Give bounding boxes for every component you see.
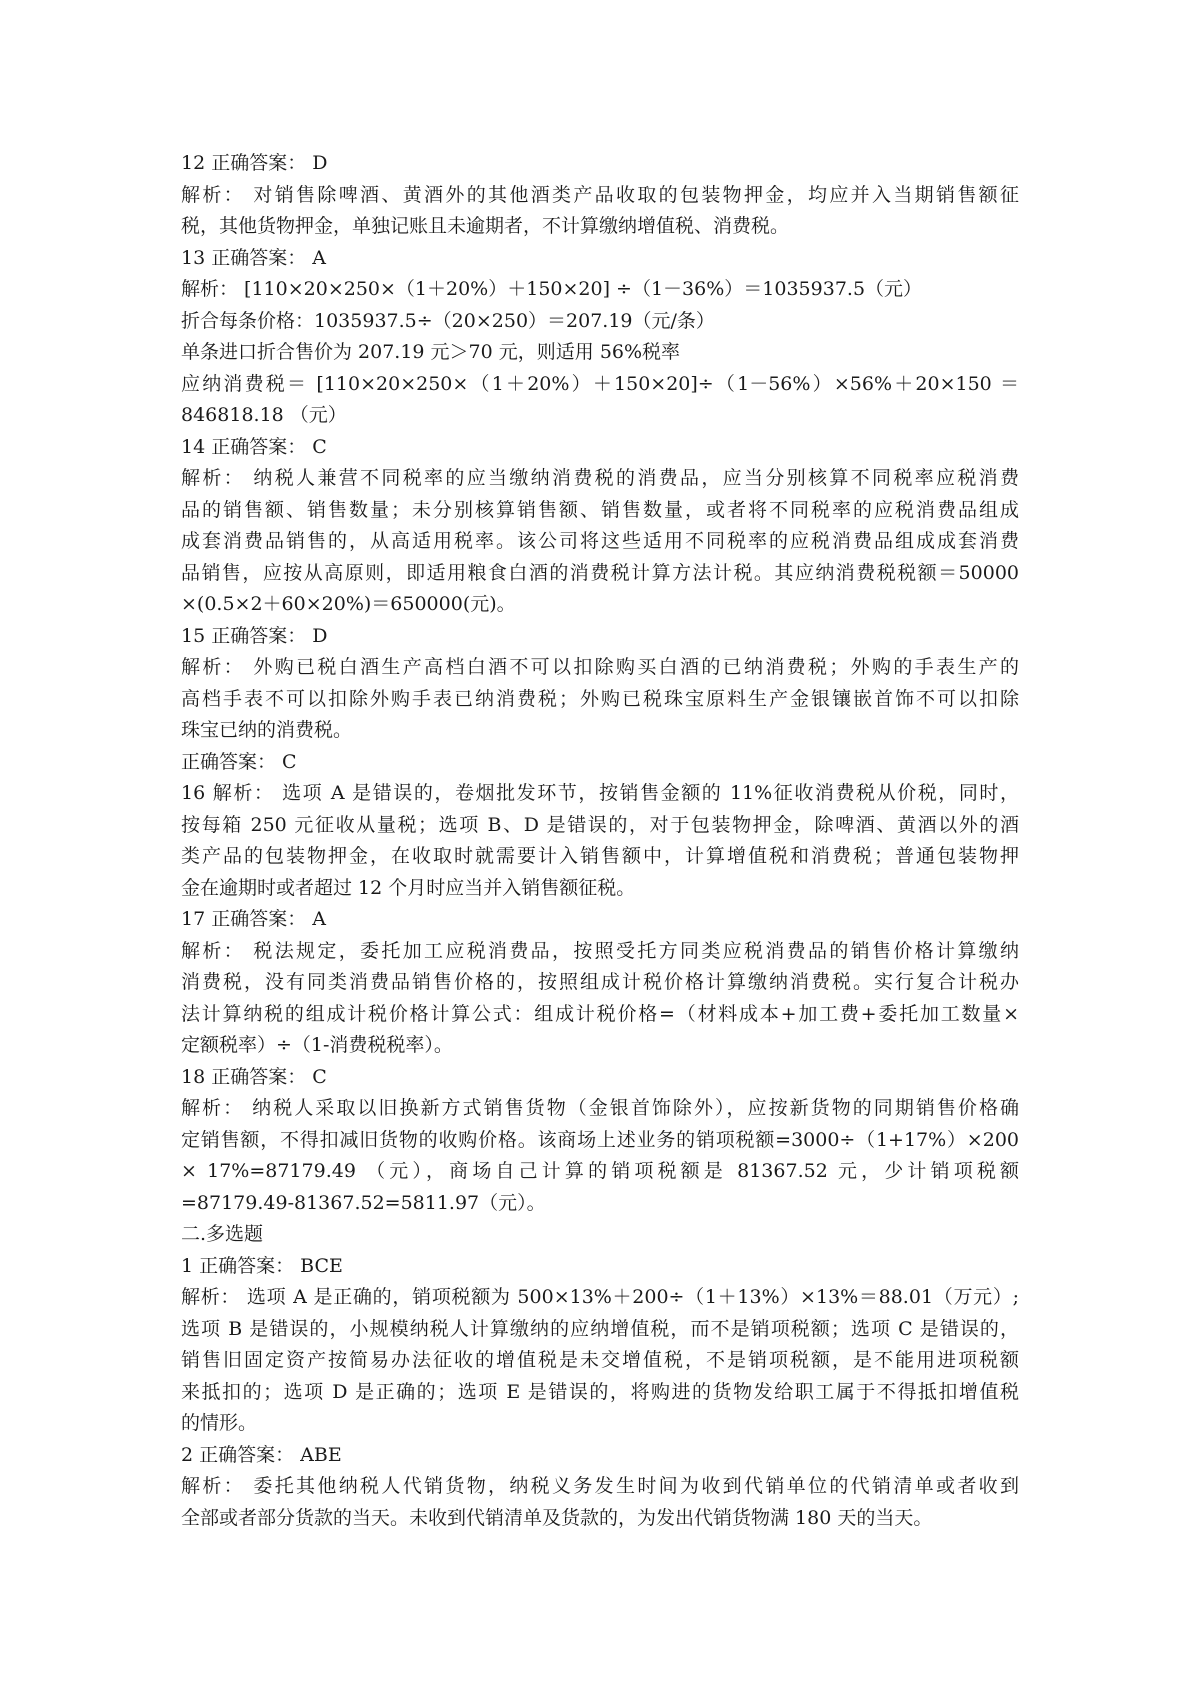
explanation-line: 珠宝已纳的消费税。 xyxy=(181,719,353,741)
answer-heading: 2 正确答案： ABE xyxy=(181,1443,342,1466)
explanation-line: 品销售，应按从高原则，即适用粮食白酒的消费税计算方法计税。其应纳消费税税额＝50000 xyxy=(181,561,1019,584)
explanation-line: 解析： 外购已税白酒生产高档白酒不可以扣除购买白酒的已纳消费税；外购的手表生产的 xyxy=(181,656,1019,678)
explanation-line: 品的销售额、销售数量；未分别核算销售额、销售数量，或者将不同税率的应税消费品组成 xyxy=(181,498,1019,521)
explanation-line: =87179.49-81367.52=5811.97（元）。 xyxy=(181,1191,546,1214)
explanation-line: 定销售额，不得扣减旧货物的收购价格。该商场上述业务的销项税额=3000÷（1+17%）×200 xyxy=(181,1128,1019,1151)
answer-heading: 12 正确答案： D xyxy=(181,152,328,174)
explanation-line: 按每箱 250 元征收从量税；选项 B、D 是错误的，对于包装物押金，除啤酒、黄酒以外的酒 xyxy=(181,813,1019,836)
explanation-line: 应纳消费税＝ [110×20×250×（1＋20%）＋150×20]÷（1－56%）×56%＋20×150 ＝ xyxy=(181,372,1019,395)
explanation-line: 高档手表不可以扣除外购手表已纳消费税；外购已税珠宝原料生产金银镶嵌首饰不可以扣除 xyxy=(181,687,1019,710)
explanation-line: ×(0.5×2＋60×20%)＝650000(元)。 xyxy=(181,593,516,615)
explanation-line: 解析： 纳税人采取以旧换新方式销售货物（金银首饰除外），应按新货物的同期销售价格确 xyxy=(181,1097,1019,1119)
explanation-line: 解析： 选项 A 是正确的，销项税额为 500×13%＋200÷（1＋13%）×13%＝88.01（万元）; xyxy=(181,1286,1019,1308)
explanation-line: × 17%=87179.49 （元），商场自己计算的销项税额是 81367.52 元，少计销项税额 xyxy=(181,1160,1019,1182)
answer-heading: 14 正确答案： C xyxy=(181,435,327,458)
section-heading: 二.多选题 xyxy=(181,1223,264,1245)
explanation-line: 单条进口折合售价为 207.19 元＞70 元，则适用 56%税率 xyxy=(181,341,681,363)
answer-heading: 正确答案： C xyxy=(181,750,297,773)
explanation-line: 金在逾期时或者超过 12 个月时应当并入销售额征税。 xyxy=(181,876,636,899)
explanation-line: 解析： 税法规定，委托加工应税消费品，按照受托方同类应税消费品的销售价格计算缴纳 xyxy=(181,939,1019,962)
explanation-line: 846818.18 （元） xyxy=(181,404,347,426)
explanation-line: 定额税率）÷（1-消费税税率）。 xyxy=(181,1034,453,1056)
explanation-line: 类产品的包装物押金，在收取时就需要计入销售额中，计算增值税和消费税；普通包装物押 xyxy=(181,845,1019,867)
answer-heading: 13 正确答案： A xyxy=(181,246,326,269)
explanation-line: 16 解析： 选项 A 是错误的，卷烟批发环节，按销售金额的 11%征收消费税从价税，同时， xyxy=(181,782,1019,804)
explanation-line: 解析： [110×20×250×（1＋20%）＋150×20] ÷（1－36%）＝1035937.5（元） xyxy=(181,278,923,300)
explanation-line: 全部或者部分货款的当天。未收到代销清单及货款的，为发出代销货物满 180 天的当天。 xyxy=(181,1506,933,1529)
explanation-line: 来抵扣的；选项 D 是正确的；选项 E 是错误的，将购进的货物发给职工属于不得抵扣增值税 xyxy=(181,1380,1019,1403)
explanation-line: 的情形。 xyxy=(181,1412,258,1434)
explanation-line: 解析： 对销售除啤酒、黄酒外的其他酒类产品收取的包装物押金，均应并入当期销售额征 xyxy=(181,183,1019,206)
document-body xyxy=(181,148,1019,1534)
answer-heading: 17 正确答案： A xyxy=(181,908,326,930)
explanation-line: 法计算纳税的组成计税价格计算公式：组成计税价格=（材料成本+加工费+委托加工数量× xyxy=(181,1002,1019,1025)
explanation-line: 销售旧固定资产按简易办法征收的增值税是未交增值税，不是销项税额，是不能用进项税额 xyxy=(181,1349,1019,1371)
answer-heading: 18 正确答案： C xyxy=(181,1065,327,1088)
explanation-line: 消费税，没有同类消费品销售价格的，按照组成计税价格计算缴纳消费税。实行复合计税办 xyxy=(181,971,1019,993)
explanation-line: 解析： 纳税人兼营不同税率的应当缴纳消费税的消费品，应当分别核算不同税率应税消费 xyxy=(181,467,1019,489)
explanation-line: 选项 B 是错误的，小规模纳税人计算缴纳的应纳增值税，而不是销项税额；选项 C 是错误的， xyxy=(181,1317,1019,1340)
explanation-line: 税，其他货物押金，单独记账且未逾期者，不计算缴纳增值税、消费税。 xyxy=(181,215,790,237)
explanation-line: 解析： 委托其他纳税人代销货物，纳税义务发生时间为收到代销单位的代销清单或者收到 xyxy=(181,1475,1019,1497)
answer-heading: 15 正确答案： D xyxy=(181,624,328,647)
answer-heading: 1 正确答案： BCE xyxy=(181,1254,343,1277)
explanation-line: 成套消费品销售的，从高适用税率。该公司将这些适用不同税率的应税消费品组成成套消费 xyxy=(181,530,1019,552)
explanation-line: 折合每条价格：1035937.5÷（20×250）＝207.19（元/条） xyxy=(181,309,715,332)
